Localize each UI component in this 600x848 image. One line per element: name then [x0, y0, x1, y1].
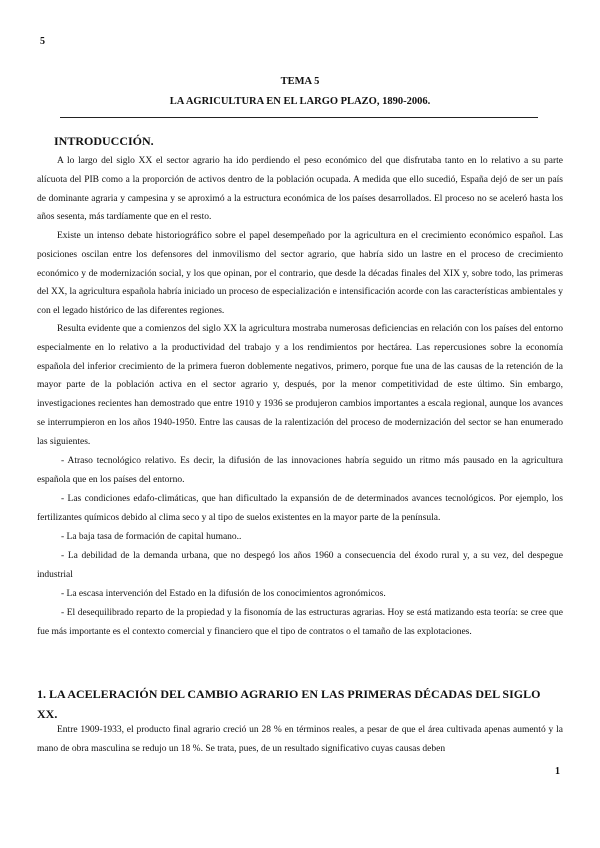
section-heading: 1. LA ACELERACIÓN DEL CAMBIO AGRARIO EN LAS PRIMERAS DÉCADAS DEL SIGLO XX.: [37, 687, 541, 721]
page-number-top: 5: [40, 36, 45, 47]
bullet-item-4: - La debilidad de la demanda urbana, que no despegó los años 1960 a consecuencia del éxodo rural y, a su vez, del despegue industrial: [37, 551, 563, 580]
bullet-item-5: - La escasa intervención del Estado en la difusión de los conocimientos agronómicos.: [61, 589, 386, 599]
document-title: TEMA 5: [280, 76, 320, 87]
bullet-item-3: - La baja tasa de formación de capital humano..: [61, 532, 242, 542]
section-paragraph: Entre 1909-1933, el producto final agrario creció un 28 % en términos reales, a pesar de que el área cultivada apenas aumentó y la mano de obra masculina se redujo un 18 %. Se trata, pues, de un resultado significativo cuyas causas deben: [37, 725, 563, 754]
paragraph-1: A lo largo del siglo XX el sector agrario ha ido perdiendo el peso económico del que disfrutaba tanto en lo relativo a su parte alícuota del PIB como a la proporción de activos dentro de la población ocupada. A medida que ello sucedió, España dejó de ser un país de dominante agraria y campesina y se aproximó a la estructura económica de los países desarrollados. El proceso no se aceleró hasta los años sesenta, más tardíamente que en el resto.: [37, 156, 563, 223]
bullet-item-1: - Atraso tecnológico relativo. Es decir, la difusión de las innovaciones habría seguido un ritmo más pausado en la agricultura española que en los países del entorno.: [37, 456, 563, 485]
document-subtitle: LA AGRICULTURA EN EL LARGO PLAZO, 1890-2006.: [169, 96, 431, 107]
page-number-bottom: 1: [555, 766, 560, 777]
bullet-item-2: - Las condiciones edafo-climáticas, que han dificultado la expansión de de determinados avances tecnológicos. Por ejemplo, los fertilizantes químicos debido al clima seco y al tipo de suelos existentes en la mayor parte de la península.: [37, 494, 563, 523]
paragraph-3: Resulta evidente que a comienzos del siglo XX la agricultura mostraba numerosas deficiencias en relación con los países del entorno especialmente en lo relativo a la productividad del trabajo y a los rendimientos por hectárea. Las repercusiones sobre la economía española del inferior crecimiento de la primera fueron doblemente negativos, primero, porque fue una de las causas de la retención de la mayor parte de la población activa en el sector agrario y, después, por la menor competitividad de este último. Sin embargo, investigaciones recientes han demostrado que entre 1910 y 1936 se produjeron cambios importantes a escala regional, aunque los avances se interrumpieron en los años 1940-1950. Entre las causas de la ralentización del proceso de modernización del sector se han enumerado las siguientes.: [37, 324, 563, 447]
paragraph-2: Existe un intenso debate historiográfico sobre el papel desempeñado por la agricultura en el crecimiento económico español. Las posiciones oscilan entre los defensores del inmovilismo del sector agrario, que habría sido un lastre en el proceso de crecimiento económico y de modernización social, y los que opinan, por el contrario, que desde la décadas finales del XIX y, sobre todo, las primeras del XX, la agricultura española habría iniciado un proceso de especialización e intensificación acorde con las características ambientales y con el legado histórico de las diferentes regiones.: [37, 231, 563, 317]
bullet-item-6: - El desequilibrado reparto de la propiedad y la fisonomía de las estructuras agrarias. Hoy se está matizando esta teoría: se cree que fue más importante es el contexto comercial y financiero que el tipo de contratos o el tamaño de las explotaciones.: [37, 608, 563, 637]
title-divider: [60, 117, 538, 118]
intro-heading: INTRODUCCIÓN.: [54, 134, 154, 148]
